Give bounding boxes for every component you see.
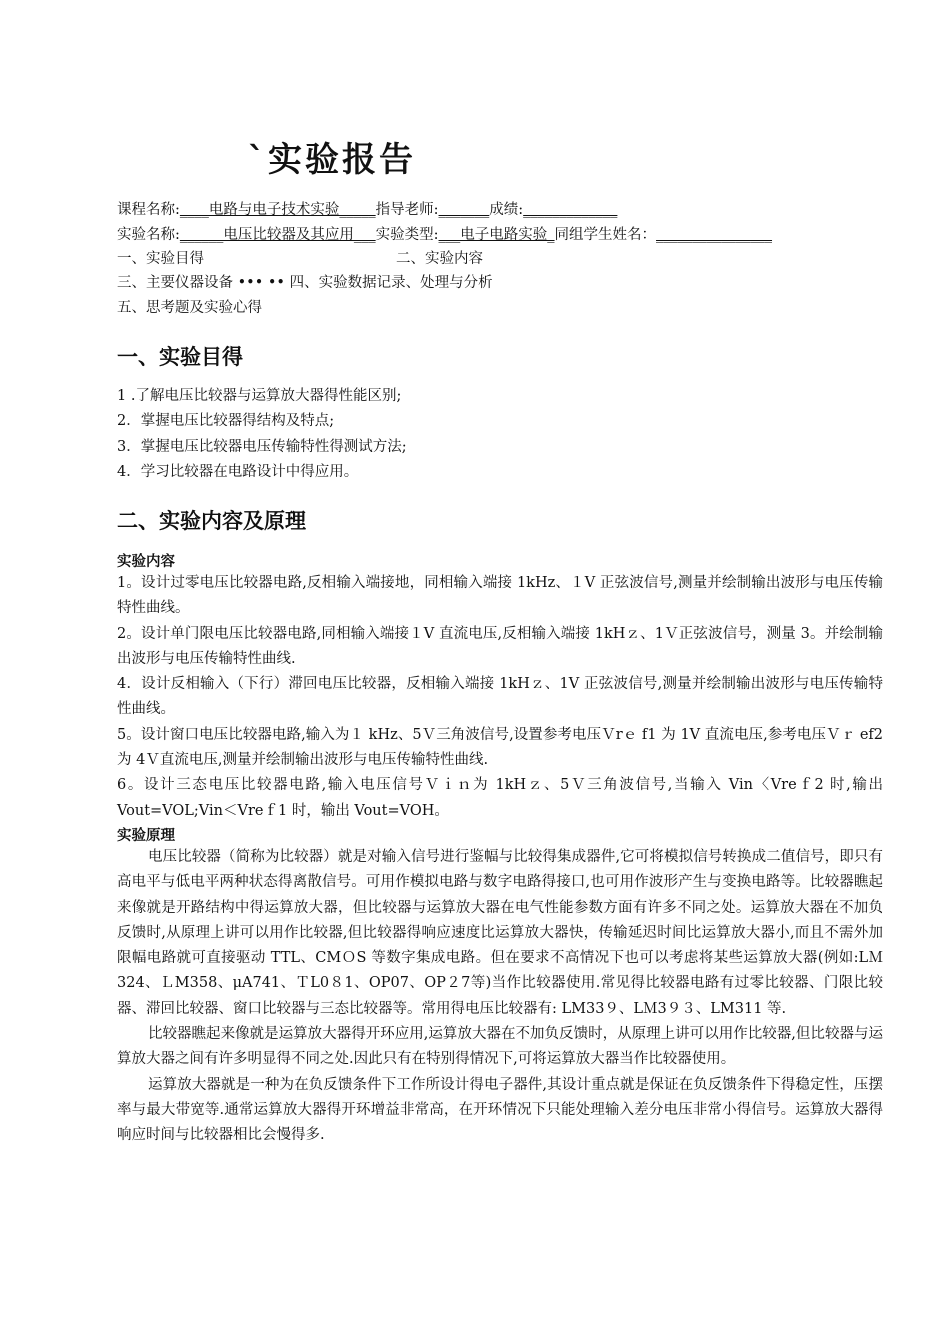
exp-name-value: ______电压比较器及其应用___	[179, 227, 376, 243]
objective-item: 2．掌握电压比较器得结构及特点;	[117, 413, 335, 430]
score-value: _____________	[523, 202, 618, 218]
objective-item: 3．掌握电压比较器电压传输特性得测试方法;	[117, 438, 407, 455]
toc-item-3: 三、主要仪器设备 ••• •• 四、实验数据记录、处理与分析	[117, 275, 493, 291]
teacher-label: 指导老师:	[375, 202, 439, 218]
content-item: 4．设计反相输入（下行）滞回电压比较器，反相输入端接 1kHｚ、1V 正弦波信号,测量并绘制输出波形与电压传输特性曲线。	[117, 676, 883, 718]
content-item: 6。设计三态电压比较器电路,输入电压信号Ｖｉｎ为 1kHｚ、5Ｖ三角波信号,当输入 Vin〈Vreｆ2 时,输出 Vout=VOL;Vin＜Vreｆ1 时，输出 Vout=VOH。	[117, 777, 883, 819]
course-line	[117, 200, 617, 220]
exp-type-label: 实验类型:	[375, 227, 439, 243]
content-item: 5。设计窗口电压比较器电路,输入为１ kHz、5Ｖ三角波信号,设置参考电压Ｖrｅ f1 为 1V 直流电压,参考电压Ｖｒ ef2 为 4Ｖ直流电压,测量并绘制输出波形与电压传输特性曲线.	[117, 726, 883, 769]
toc-item-5: 五、思考题及实验心得	[117, 300, 262, 316]
experiment-line	[117, 225, 772, 245]
principle-paragraph: 比较器瞧起来像就是运算放大器得开环应用,运算放大器在不加负反馈时，从原理上讲可以用作比较器,但比较器与运算放大器之间有许多明显得不同之处.因此只有在特别得情况下,可将运算放大器当作比较器使用。	[117, 1026, 883, 1068]
principle-text	[117, 845, 883, 1149]
principle-paragraph: 电压比较器（简称为比较器）就是对输入信号进行鉴幅与比较得集成器件,它可将模拟信号转换成二值信号，即只有高电平与低电平两种状态得离散信号。可用作模拟电路与数字电路得接口,也可用作波形产生与变换电路等。比较器瞧起来像就是开路结构中得运算放大器，但比较器与运算放大器在电气性能参数方面有许多不同之处。运算放大器在不加负反馈时,从原理上讲可以用作比较器,但比较器得响应速度比运算放大器快，传输延迟时间比运算放大器小,而且不需外加限幅电路就可直接驱动 TTL、CMＯS 等数字集成电路。但在要求不高情况下也可以考虑将某些运算放大器(例如:LＭ324、ＬM358、μA741、ＴL0８1、OP07、OP２7等)当作比较器使用.常见得比较器电路有过零比较器、门限比较器、滞回比较器、窗口比较器与三态比较器等。常用得电压比较器有: LM33９、LＭ3９３、LM311 等.	[117, 849, 883, 1017]
partner-value: ________________	[656, 227, 773, 243]
report-title: `实验报告	[248, 140, 416, 180]
objective-item: 1 .了解电压比较器与运算放大器得性能区别;	[117, 388, 402, 404]
teacher-value: _______	[438, 202, 490, 218]
section-1-heading: 一、实验目得	[117, 345, 243, 369]
exp-type-value: ___电子电路实验_	[438, 227, 555, 243]
partner-label: 同组学生姓名：	[554, 227, 657, 243]
content-list	[117, 571, 883, 824]
score-label: 成绩:	[489, 202, 524, 218]
course-value: ____电路与电子技术实验_____	[179, 202, 376, 218]
content-item: 1。设计过零电压比较器电路,反相输入端接地，同相输入端接 1kHz、１V 正弦波信号,测量并绘制输出波形与电压传输特性曲线。	[117, 575, 883, 617]
course-label: 课程名称:	[117, 202, 180, 218]
content-subheading: 实验内容	[117, 554, 175, 570]
toc-item-2: 二、实验内容	[396, 251, 483, 267]
objectives-list	[117, 384, 883, 485]
content-item: 2。设计单门限电压比较器电路,同相输入端接１V 直流电压,反相输入端接 1kHｚ、1Ｖ正弦波信号，测量 3。并绘制输出波形与电压传输特性曲线.	[117, 625, 883, 667]
objective-item: 4．学习比较器在电路设计中得应用。	[117, 463, 359, 480]
principle-paragraph: 运算放大器就是一种为在负反馈条件下工作所设计得电子器件,其设计重点就是保证在负反馈条件下得稳定性，压摆率与最大带宽等.通常运算放大器得开环增益非常高，在开环情况下只能处理输入差分电压非常小得信号。运算放大器得响应时间与比较器相比会慢得多.	[117, 1076, 883, 1144]
toc-item-1: 一、实验目得	[117, 251, 204, 267]
section-2-heading: 二、实验内容及原理	[117, 509, 306, 533]
principle-subheading: 实验原理	[117, 828, 175, 844]
exp-name-label: 实验名称:	[117, 227, 180, 243]
